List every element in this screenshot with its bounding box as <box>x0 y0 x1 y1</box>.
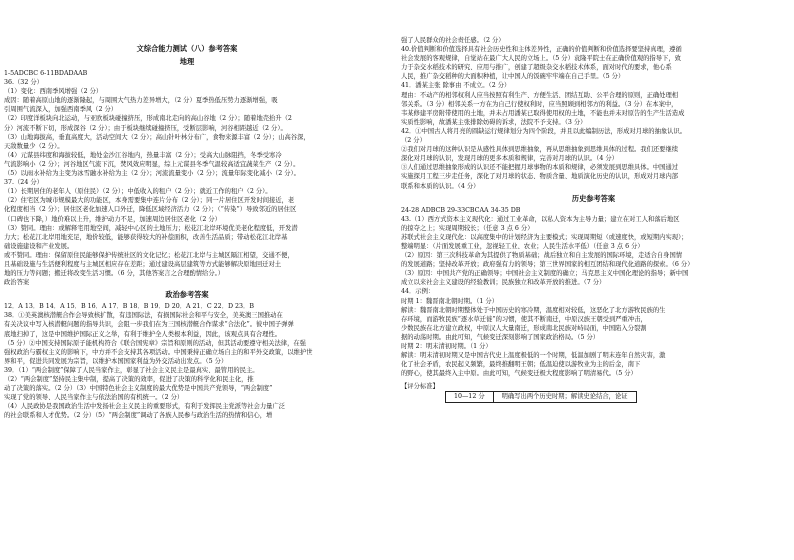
text-line: ③人们通过思维抽象形成的认识还不能把握月球事物的本质和规律，必须发展到思维具体。中国通过 <box>401 164 679 172</box>
text-line: 的社会联系和人才优势。（2 分）（5）“两会制度”调动了各族人民参与政治生活的热情和信心，增 <box>4 412 273 420</box>
score-range-cell: 10—12 分 <box>446 392 494 403</box>
text-line: 44．示例： <box>401 288 435 296</box>
text-line: 且基础设施与生活便利程度与主城区相应存在差距；通过建设高层建筑等方式能够解决原地回迁对土 <box>4 260 282 268</box>
text-line: （2）原因：第三次科技革命为其提供了物质基础；战后独立和自主发展的国际环境，走适合自身国情 <box>401 252 683 260</box>
text-line: 存环境，而游牧民族“逐水草迁徙”的习惯，使其不断南迁，中原汉族王朝受到严重冲击， <box>401 315 647 323</box>
text-line: 界和平，促进共同发展为宗旨，以维护本国国家利益为外交活动出发点。（5 分） <box>4 357 228 365</box>
text-line: 24-28 ADBCB 29-33CBCAA 34-35 DB <box>401 206 521 214</box>
text-line: 力于杂交水稻技术的研究、应用与推广，创建了超级杂交水稻技术体系，面对时代的要求，他心系 <box>401 64 672 72</box>
text-line: （2）住宅区为城市规模最大的功能区，本身需要集中连片分布（2 分）；同一片居住区开发时间接近，老 <box>4 197 295 205</box>
text-line: （3）赞同。理由：或解释宅用地空间，减轻中心区的土地压力；松花江北岸环境优美老化程度低，开发潜 <box>4 224 298 232</box>
text-line: 成立以来社会主义建设的经验教训；民族独立和改革开放的推进。（7 分） <box>401 279 606 287</box>
text-line: 1-5ADCBC 6-11BDADAAB <box>4 70 88 77</box>
text-line: 底地扫掉了，这是中国维护国际正义之举，有利于维护全人类根本利益，因此，该观点具有合理性。 <box>4 330 282 338</box>
table-row <box>446 392 637 403</box>
text-line: ②我们对月球的这种认识是从感性具体到思维抽象，再从思维抽象到思维具体的过程。我们还要继续 <box>401 146 679 154</box>
document-title: 文综合能力测试（八）参考答案 <box>136 44 238 53</box>
text-line: （1）长期居住的老年人（原住民）（2 分）；中低收入的租户（2 分）；就近工作的租户（2 分）。 <box>4 188 272 196</box>
text-line: 强权政治与霸权主义的影响下，中方并不会支持其各项活动。中国秉持正确立场自主的和平外交政策，以维护世 <box>4 348 313 356</box>
text-line: 37.（24 分） <box>4 179 43 187</box>
text-line: 39．（1）“两会制度”保障了人民当家作主，彰显了社会主义民主是最真实、最管用的民主。 <box>4 366 259 374</box>
text-line: 理由：不动产的相邻权利人应当按照有利生产、方便生活、团结互助、公平合理的原则，正确处理相 <box>401 91 679 99</box>
text-line: 的野心，使其最终入主中原。由此可知，气候变迁极大程度影响了明清易代。（5 分） <box>401 370 637 378</box>
text-line: 解读：魏晋南北朝时期整体处于中国历史的寒冷期，温度相对较低，这恶化了北方游牧民族的生 <box>401 306 666 314</box>
text-line: 41．潘某主张 除事由 不成立。（2 分） <box>401 82 511 90</box>
politics-answers <box>4 302 370 420</box>
text-line: 的掠夺之上；实现周期较长；（任意 3 点 6 分） <box>401 224 534 232</box>
text-line: 分）河流不断下切，形成深谷（2 分）；由于板块继续碰撞挤压，受断层影响，河谷相距越近（2 分）。 <box>4 124 287 132</box>
text-line: 少数民族在北方建立政权，中原汉人大量南迁，形成南北民族对峙局面，中国陷入分裂割 <box>401 324 647 332</box>
text-line: （4）元谋县纬度和海拔较低，地处金沙江谷地内，热量丰富（2 分）；受高大山脉阻挡，冬季受寒冷 <box>4 151 282 159</box>
text-line: （2）印度洋板块向北运动，与亚欧板块碰撞挤压，形成南北走向的高山谷地（2 分）；随着地壳抬升（2 <box>4 115 292 123</box>
text-line: 的发展道路；坚持改革开放；政府强有力的领导；第三世界国家的相互团结和现代化道路的探索。（6 分） <box>401 261 694 269</box>
text-line: 或不赞同。理由：保留原住民能够保护传统社区的文化记忆；松花江北岸与主城区隔江相望，交通不便， <box>4 251 294 259</box>
right-column <box>397 0 794 560</box>
text-line: 38．①美英澳核潜艇合作会导致核扩散，有违国际法，有损国际社会和平与安全，美英澳三国推动在 <box>4 312 283 320</box>
text-line: 人民，推广杂交稻种的大面积种植，让中国人的饭碗牢牢端在自己手里。（5 分） <box>401 73 625 81</box>
text-line: 43.（1）西方式资本主义现代化：通过工业革命，以私人资本为主导力量；建立在对工人和落后地区 <box>401 215 680 223</box>
text-line: （5 分）②中国支持国际原子能机构符合《联合国宪章》宗旨和原则的活动，但其活动要遵守相关法律，在强 <box>4 339 306 347</box>
text-line: 苏联式社会主义现代化：以高度集中的计划经济为主要模式；实现周期短（或速度快，或短期内实现）； <box>401 233 688 241</box>
text-line: 邻关系。（3 分）相邻关系一方在为自己行使权利时，应当照顾到相邻方的利益。（3 分）在本案中， <box>401 100 678 108</box>
text-line: （3）山地海拔高，垂直高度大，活动空间大（2 分）；高山针叶林分布广，食物来源丰富（2 分）；山高谷深， <box>4 133 310 141</box>
text-line: 时期 2：明末清初时期。（1 分） <box>401 343 492 350</box>
text-line: 时期 1：魏晋南北朝时期。（1 分） <box>401 297 499 305</box>
politics-heading: 政治参考答案 <box>165 290 209 300</box>
text-line: 化程度相当（2 分）；居住区老化加速人口外迁，降低区域经济活力（2 分）；（“传染”）导致邻近的居住区 <box>4 206 297 214</box>
text-line: 12．A 13．B 14．A 15．B 16．A 17．B 18．B 19．D 20．A 21．C 22．D 23．B <box>4 303 254 311</box>
text-line: 地的压力等问题；搬迁将改变生活习惯。（6 分，其他答案言之合理酌情给分。） <box>4 270 225 278</box>
text-line: 36.（32 分） <box>4 79 43 87</box>
text-line: （3）原因：中国共产党的正确领导；中国社会主义制度的确立；马克思主义中国化理论的指导；新中国 <box>401 270 689 278</box>
history-answers <box>401 206 786 379</box>
text-line: 40.价值判断和价值选择具有社会历史性和主体差异性，正确的价值判断和价值选择要坚持真理，遵循 <box>401 46 682 54</box>
text-line: （5）以雨水补给为主变为冰雪融水补给为主（2 分）；河流流量变小（2 分）；流量年际变化减小（2 分）。 <box>4 170 300 178</box>
text-line: 引周围气流深入，加强西南季风（2 分） <box>4 106 118 114</box>
text-line: 社会发展的客观规律，自觉站在最广大人民的立场上。（5 分）袁隆平院士在正确价值观的指导下，致 <box>401 55 681 63</box>
text-line: 实施探月工程三步走任务，深化了对月球的状态、物质含量、地质演化历史的认识，形成对月球内部 <box>401 173 679 181</box>
text-line: 韦某修建平房附带使用的土地，并未占用潘某已取得使用权的土地，不能也并未对原告的生产生活造成 <box>401 109 685 117</box>
text-line: （口碑也下降，）地价难以上升，维护动力不足，加速周边居住区老化（2 分） <box>4 215 221 223</box>
scoring-table <box>445 391 637 403</box>
geography-heading: 地理 <box>179 57 195 66</box>
history-heading: 历史参考答案 <box>571 193 616 203</box>
text-line: 政治答案 <box>4 279 30 287</box>
text-line: 据的动荡时期。由此可知，气候变迁深刻影响了国家政治格局。（5 分） <box>401 333 600 341</box>
geography-answers <box>4 69 370 287</box>
text-line: 实现了党的领导、人民当家作主与依法治国的有机统一。（2 分） <box>4 394 184 402</box>
text-line: 成因：随着高原山地的逐渐隆起，与周围大气热力差异增大，（2 分）夏季热低压势力逐渐增强，吸 <box>4 97 278 105</box>
text-line: 础设施建设和产业发展。 <box>4 242 74 250</box>
scoring-criteria <box>401 382 786 391</box>
text-line: （2）“两会制度”坚持民主集中制，提高了决策的效率，促进了决策的科学化和民主化，推 <box>4 376 254 383</box>
politics-answers-continued <box>401 36 786 191</box>
text-line: 动了决策的落实。（2 分）（3）中国特色社会主义制度的最大优势是中国共产党领导，“两会制度” <box>4 385 273 393</box>
score-description-cell: 明确写出两个历史时期；解读史论结合，论证 <box>493 392 636 403</box>
text-line: 有关决议中写入核潜艇问题的指导共识，会阻一步我们在为三国核潜艇合作谋求“合法化”。彼中国子弹弹 <box>4 321 294 329</box>
text-line: （2 分） <box>401 137 426 145</box>
text-line: 整端明显：（片面发展重工业，忽视轻工业、农业；人民生活水平低）（任意 3 点 6 分） <box>401 242 644 250</box>
text-line: 联系和本质的认识。（4 分） <box>401 182 480 190</box>
text-line: 天敌数量少（2 分）。 <box>4 142 64 150</box>
text-line: （1）变化：西南季风增强（2 分） <box>4 88 103 96</box>
text-line: 实质性影响，故潘某主张排除妨碍的诉求，法院不予支持。（3 分） <box>401 118 587 126</box>
scoring-criteria-label: 【评分标准】 <box>401 383 439 391</box>
text-line: 深化对月球的认识，发现月球的更多本质和规律，完善对月球的认识。（4 分） <box>401 155 618 163</box>
left-column <box>0 0 378 560</box>
text-line: 强了人民群众的社会责任感。（2 分） <box>401 37 505 44</box>
text-line: 化了社会矛盾，农民起义频繁，最终推翻明王朝；低温迫使以游牧业为主的后金，南下 <box>401 361 641 369</box>
text-line: 解读：明末清初时期又是中国古代史上温度极低的一个时期，低温加剧了明末连年自然灾害，激 <box>401 352 666 360</box>
text-line: 42．①中国古人将月亮的圆缺运行规律划分为四个阶段，并且以此编制历法，形成对月球的抽象认识。 <box>401 127 687 135</box>
text-line: 力大；松花江北岸用地充足，地价较低，能够获得较大的补偿面积，改善生活品质；带动松花江北岸基 <box>4 233 288 241</box>
text-line: （4）人民政协是我国政治生活中发扬社会主义民主的重要形式，有利于发挥民主党派等社会力量广泛 <box>4 403 286 411</box>
text-line: 气流影响小（2 分）；河谷地区气流下沉，焚风效应明显，综上元谋县冬季气温较高适宜蔬菜生产（2 分）。 <box>4 160 300 168</box>
